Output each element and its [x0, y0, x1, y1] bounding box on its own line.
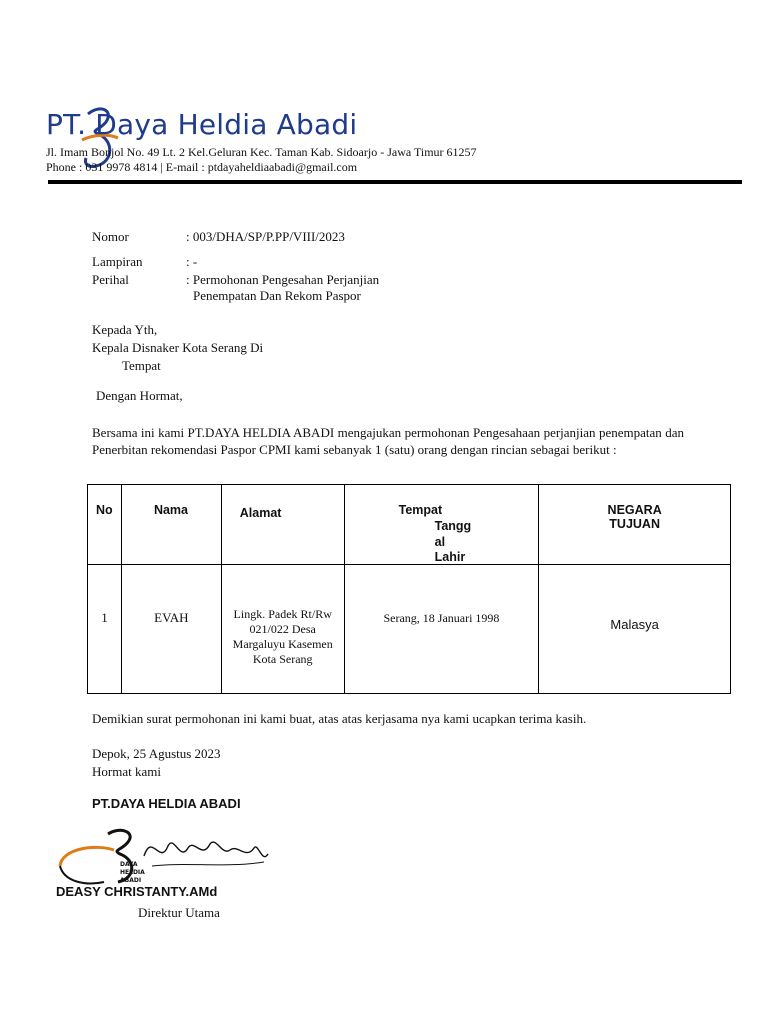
row-nama: EVAH	[154, 610, 189, 625]
row-ttl: Serang, 18 Januari 1998	[383, 611, 500, 625]
header-negara-line2: TUJUAN	[609, 517, 660, 531]
nomor-value: : 003/DHA/SP/P.PP/VIII/2023	[186, 229, 345, 244]
recipient-line3: Tempat	[122, 358, 161, 373]
header-nama-cell	[121, 485, 221, 565]
signer-name: DEASY CHRISTANTY.AMd	[56, 884, 218, 899]
header-negara-line1: NEGARA	[607, 503, 662, 517]
intro-paragraph: Bersama ini kami PT.DAYA HELDIA ABADI mengajukan permohonan Pengesahaan perjanjian penempatan dan Penerbitan rekomendasi Paspor CPMI kami sebanyak 1 (satu) orang dengan rincian sebagai berikut :	[92, 425, 684, 457]
row-negara-cell	[539, 565, 731, 694]
recipient-line2: Kepala Disnaker Kota Serang Di	[92, 340, 264, 355]
header-no-cell	[88, 485, 122, 565]
nomor-label: Nomor	[92, 229, 129, 244]
header-ttl-line2: Tangg	[434, 519, 472, 533]
stamp-text-line1: DAYA	[120, 861, 138, 868]
row-no-cell	[88, 565, 122, 694]
company-name: PT. Daya Heldia Abadi	[46, 108, 358, 141]
row-nama-cell	[121, 565, 221, 694]
perihal-label: Perihal	[92, 272, 129, 287]
row-alamat-line3: Margaluyu Kasemen	[232, 637, 333, 651]
header-negara-cell	[539, 485, 731, 565]
closing-paragraph: Demikian surat permohonan ini kami buat, atas atas kerjasama nya kami ucapkan terima kasih.	[92, 711, 587, 726]
row-no: 1	[101, 610, 108, 625]
regards: Hormat kami	[92, 764, 161, 779]
stamp-text-line3: ABADI	[120, 877, 142, 884]
signature-company: PT.DAYA HELDIA ABADI	[92, 796, 241, 811]
perihal-value-line1: : Permohonan Pengesahan Perjanjian	[186, 272, 380, 287]
row-alamat-line1: Lingk. Padek Rt/Rw	[233, 607, 332, 621]
header-alamat-cell	[221, 485, 344, 565]
cpmi-table	[87, 484, 731, 694]
company-address: Jl. Imam Bonjol No. 49 Lt. 2 Kel.Geluran Kec. Taman Kab. Sidoarjo - Jawa Timur 61257	[46, 145, 477, 159]
place-date: Depok, 25 Agustus 2023	[92, 746, 221, 761]
table-header-row	[88, 485, 731, 565]
header-no: No	[96, 503, 113, 517]
row-alamat-cell	[221, 565, 344, 694]
header-ttl-line4: Lahir	[434, 550, 466, 564]
row-alamat-line4: Kota Serang	[252, 652, 313, 666]
row-alamat-line2: 021/022 Desa	[249, 622, 316, 636]
header-alamat: Alamat	[239, 506, 282, 520]
perihal-value-line2: Penempatan Dan Rekom Paspor	[193, 288, 361, 303]
signer-title: Direktur Utama	[138, 905, 220, 920]
header-ttl-line3: al	[434, 535, 446, 549]
table-row	[88, 565, 731, 694]
lampiran-label: Lampiran	[92, 254, 143, 269]
lampiran-value: : -	[186, 254, 198, 269]
header-nama: Nama	[153, 503, 188, 517]
row-ttl-cell	[344, 565, 539, 694]
recipient-line1: Kepada Yth,	[92, 322, 158, 337]
header-ttl-cell	[344, 485, 539, 565]
salutation: Dengan Hormat,	[96, 388, 183, 403]
letterhead-divider	[48, 180, 742, 184]
row-negara: Malasya	[610, 617, 659, 632]
company-contact: Phone : 031 9978 4814 | E-mail : ptdayaheldiaabadi@gmail.com	[46, 160, 358, 174]
header-ttl-line1: Tempat	[398, 503, 443, 517]
stamp-text-line2: HELDIA	[120, 869, 145, 876]
